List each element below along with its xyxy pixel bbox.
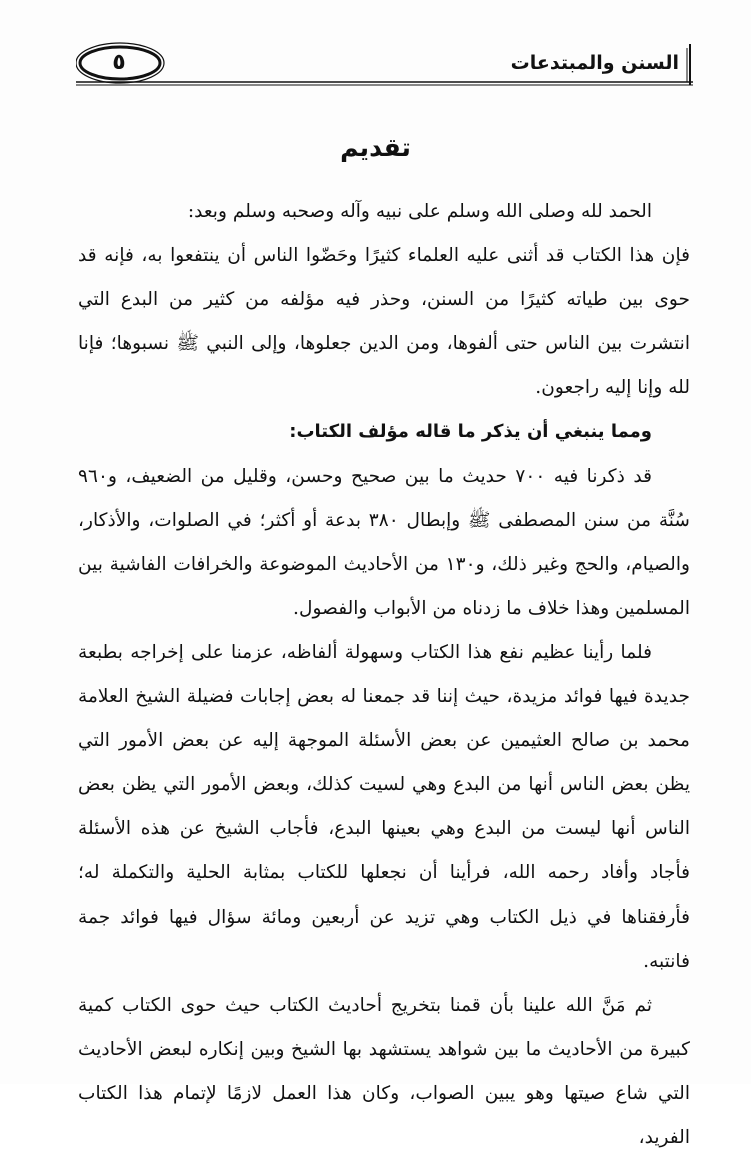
paragraph: قد ذكرنا فيه ٧٠٠ حديث ما بين صحيح وحسن، وقليل من الضعيف، و٩٦٠ سُنَّة من سنن المصطفى ﷺ وإبطال ٣٨٠ بدعة أو أكثر؛ في الصلوات، والأذكار، والصيام، والحج وغير ذلك، و١٣٠ من الأحاديث الموضوعة والخرافات الفاشية بين المسلمين وهذا خلاف ما زدناه من الأبواب والفصول. [78, 465, 690, 619]
paragraph: ثم مَنَّ الله علينا بأن قمنا بتخريج أحاديث الكتاب حيث حوى الكتاب كمية كبيرة من الأحاديث ما بين شواهد يستشهد بها الشيخ وبين إنكاره لبعض الأحاديث التي شاع صيتها وهو يبين الصواب، وكان هذا العمل لازمًا لإتمام هذا الكتاب الفريد، [78, 994, 690, 1148]
body-text [78, 190, 690, 1160]
section-heading: تقديم [340, 133, 411, 162]
paragraph: فلما رأينا عظيم نفع هذا الكتاب وسهولة ألفاظه، عزمنا على إخراجه بطبعة جديدة فيها فوائد مزيدة، حيث إننا قد جمعنا له بعض إجابات فضيلة الشيخ العلامة محمد بن صالح العثيمين عن بعض الأسئلة الموجهة إليه عن بعض الأمور التي يظن بعض الناس أنها من البدع وهي لسيت كذلك، وبعض الأمور التي يظن بعض الناس أنها ليست من البدع وهي بعينها البدع، فأجاب الشيخ عن هذه الأسئلة فأجاد وأفاد رحمه الله، فرأينا أن نجعلها للكتاب بمثابة الحلية والتكملة له؛ فأرفقناها في ذيل الكتاب وهي تزيد عن أربعين ومائة سؤال فيها فوائد جمة فانتبه. [78, 641, 690, 972]
page-number: ٥ [112, 50, 126, 75]
page-header [76, 42, 693, 86]
paragraph: ومما ينبغي أن يذكر ما قاله مؤلف الكتاب: [289, 421, 652, 443]
running-title: السنن والمبتدعات [510, 52, 679, 74]
paragraph: الحمد لله وصلى الله وسلم على نبيه وآله وصحبه وسلم وبعد: [187, 201, 652, 222]
paragraph: فإن هذا الكتاب قد أثنى عليه العلماء كثيرًا وحَضّوا الناس أن ينتفعوا به، فإنه قد حوى بين طياته كثيرًا من السنن، وحذر فيه مؤلفه من كثير من البدع التي انتشرت بين الناس حتى ألفوها، ومن الدين جعلوها، وإلى النبي ﷺ نسبوها؛ فإنا لله وإنا إليه راجعون. [78, 245, 690, 399]
